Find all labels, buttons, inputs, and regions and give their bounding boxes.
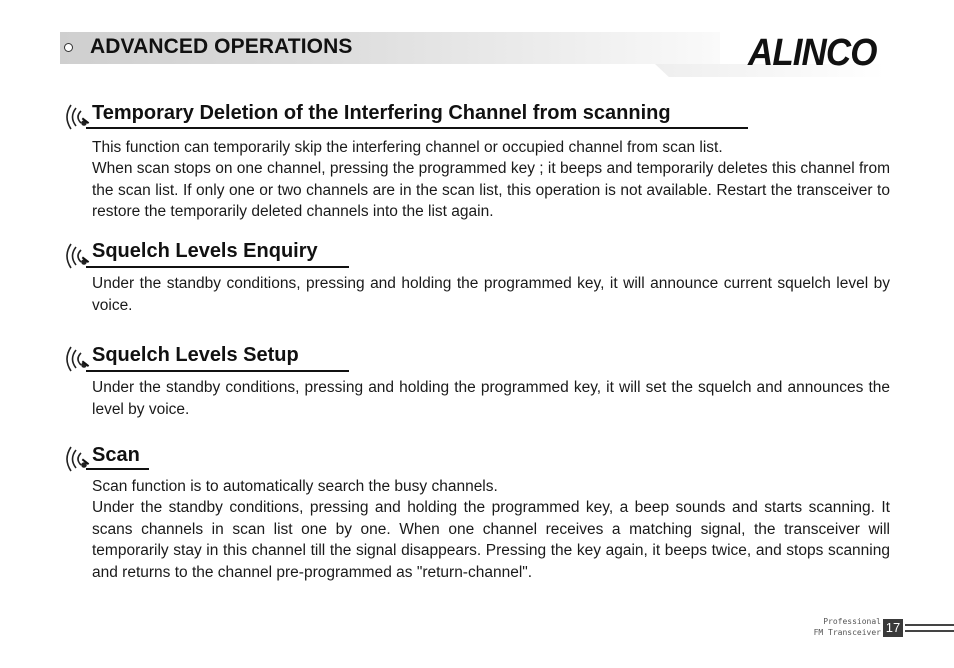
section-paragraph: Scan function is to automatically search the busy channels. [92, 478, 498, 495]
footer-label-transceiver: FM Transceiver [813, 628, 881, 637]
brand-logo: ALINCO [748, 32, 877, 74]
header-bullet-icon [64, 43, 73, 52]
section-underline [86, 266, 349, 268]
section-underline [86, 127, 748, 129]
section-underline [86, 370, 349, 372]
section-paragraph: When scan stops on one channel, pressing the programmed key ; it beeps and temporarily deletes this channel from the scan list. If only one or two channels are in the scan list, this operation is not available. Restart the transceiver to restore the temporarily deleted channels into the list again. [92, 160, 890, 221]
sound-wave-icon [62, 343, 88, 375]
section-paragraph: Under the standby conditions, pressing and holding the programmed key, a beep sounds and starts scanning. It scans channels in scan list one by one. When one channel receives a matching signal, the transceiver will temporarily stay in this channel till the signal disappears. Pressing the key again, it beeps twice, and stops scanning and returns to the channel pre-programmed as "return-channel". [92, 499, 890, 581]
section-title-temporary-deletion: Temporary Deletion of the Interfering Channel from scanning [92, 102, 671, 124]
footer-rule [905, 630, 954, 632]
section-title-scan: Scan [92, 444, 140, 466]
sound-wave-icon [62, 101, 88, 133]
sound-wave-icon [62, 240, 88, 272]
page-header-title: ADVANCED OPERATIONS [90, 35, 353, 58]
section-paragraph: Under the standby conditions, pressing and holding the programmed key, it will set the squelch and announces the level by voice. [92, 379, 890, 418]
footer-label-professional: Professional [823, 617, 881, 626]
section-title-squelch-setup: Squelch Levels Setup [92, 344, 299, 366]
section-paragraph: This function can temporarily skip the interfering channel or occupied channel from scan list. [92, 139, 723, 156]
section-underline [86, 468, 149, 470]
page-number: 17 [883, 619, 903, 637]
section-paragraph: Under the standby conditions, pressing and holding the programmed key, it will announce current squelch level by voice. [92, 275, 890, 314]
footer-rule [905, 624, 954, 626]
section-title-squelch-enquiry: Squelch Levels Enquiry [92, 240, 318, 262]
